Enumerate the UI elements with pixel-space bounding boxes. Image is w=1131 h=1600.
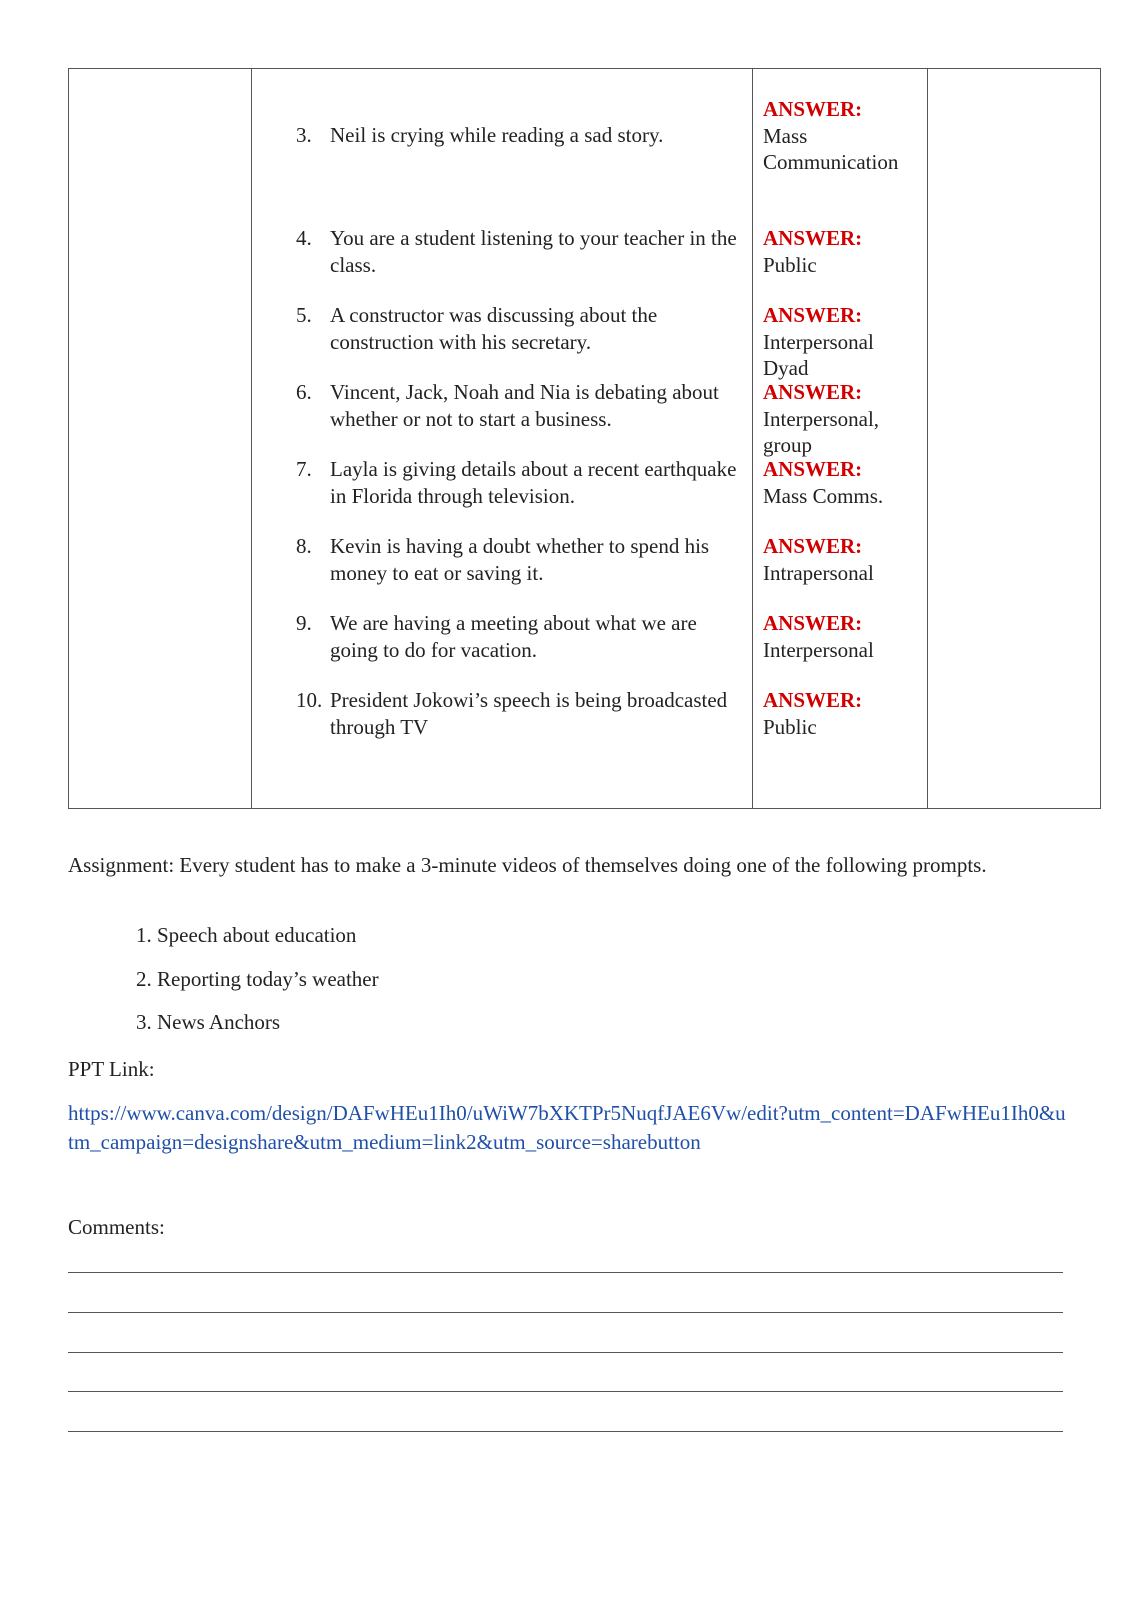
prompt-item: 3. News Anchors (136, 1010, 281, 1034)
comment-line (68, 1431, 1063, 1432)
questions-cell: 3. Neil is crying while reading a sad story. 4. You are a student listening to your teacher in the class. 5. A constructor was discussing about the construction with his secretary. 6. Vincent, Jack, Noah and Nia is debating about whether or not to start a business. 7. Layla is giving details about a recent earthquake in Florida through television. 8. Kevin is having a doubt whether to spend his money to eat or saving it. 9. We are having a meeting about what we are going to do for vacation. 10. President Jokowi’s speech is being broadcasted through TV (252, 69, 753, 809)
assignment-prompts-list (136, 922, 379, 1053)
answer-item: ANSWER: Mass Comms. (763, 457, 884, 508)
answer-item: ANSWER: Mass Communication (763, 97, 899, 174)
answer-item: ANSWER: Interpersonal, group (763, 380, 880, 457)
empty-right-cell (928, 69, 1101, 809)
comment-line (68, 1312, 1063, 1313)
answer-item: ANSWER: Interpersonal (763, 611, 874, 662)
question-answer-table (68, 68, 1101, 809)
answer-item: ANSWER: Interpersonal Dyad (763, 303, 874, 380)
ppt-link-label: PPT Link: (68, 1057, 155, 1081)
prompt-item: 2. Reporting today’s weather (136, 966, 379, 991)
answer-item: ANSWER: Public (763, 226, 863, 277)
ppt-link[interactable]: https://www.canva.com/design/DAFwHEu1Ih0/uWiW7bXKTPr5NuqfJAE6Vw/edit?utm_content=DAFwHEu1Ih0&utm_campaign=designshare&utm_medium=link2&utm_source=sharebutton (68, 1101, 1066, 1154)
comment-line (68, 1272, 1063, 1273)
answer-item: ANSWER: Intrapersonal (763, 534, 874, 585)
assignment-text: Assignment: Every student has to make a 3-minute videos of themselves doing one of the following prompts. (68, 853, 987, 877)
prompt-item: 1. Speech about education (136, 923, 357, 947)
comment-line (68, 1391, 1063, 1392)
empty-left-cell (69, 69, 252, 809)
comment-line (68, 1352, 1063, 1353)
comments-label: Comments: (68, 1215, 165, 1239)
answers-cell (753, 69, 928, 809)
answer-item: ANSWER: Public (763, 688, 863, 739)
